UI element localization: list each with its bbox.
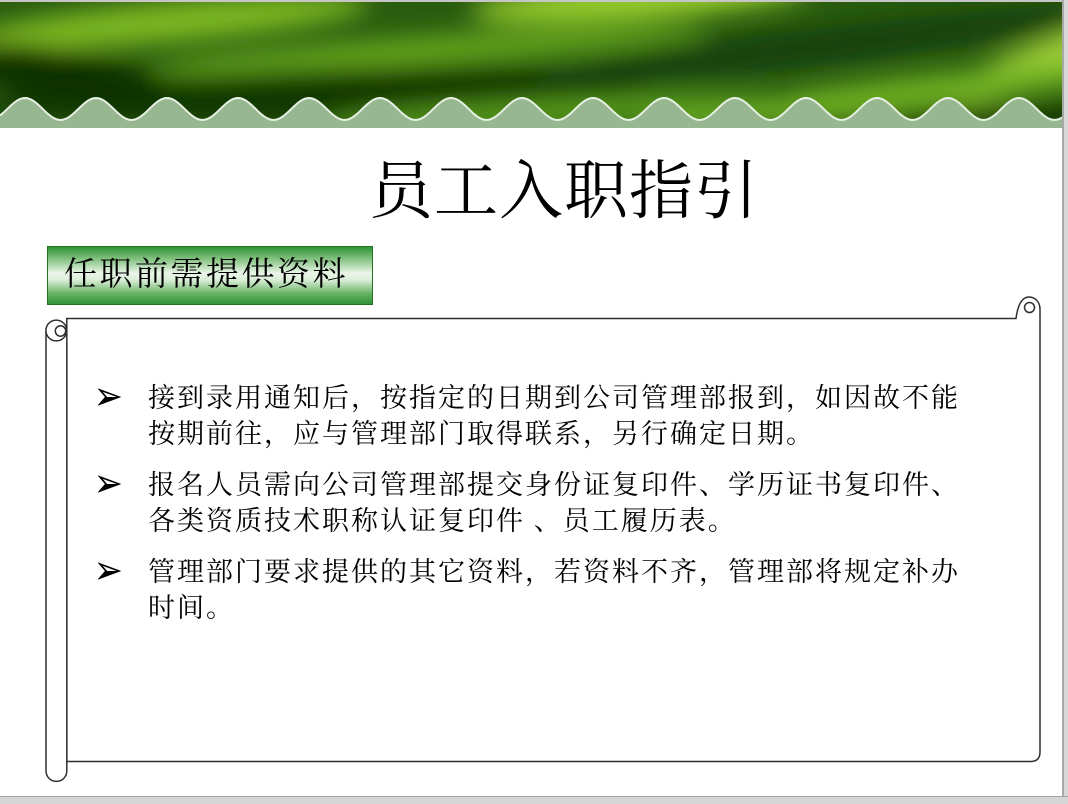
bullet-list: [98, 380, 1008, 641]
scroll-left-roll: [46, 331, 67, 781]
bullet-text: 报名人员需向公司管理部提交身份证复印件、学历证书复印件、 各类资质技术职称认证复印件 、员工履历表。: [148, 470, 960, 536]
section-label[interactable]: 任职前需提供资料: [47, 246, 373, 305]
banner-image: [0, 0, 1068, 128]
list-item: [98, 380, 1008, 452]
scroll-curl-top-right: [1025, 303, 1035, 313]
arrow-bullet-icon: [98, 554, 148, 626]
bullet-text: 接到录用通知后，按指定的日期到公司管理部报到，如因故不能 按期前往，应与管理部门取得联系，另行确定日期。: [148, 383, 960, 449]
arrow-bullet-icon: [98, 380, 148, 452]
list-item: [98, 467, 1008, 539]
scroll-curl-top-left-inner: [55, 326, 65, 336]
slide-edge-bottom: [0, 796, 1068, 804]
slide-title: 员工入职指引: [369, 155, 759, 227]
list-item: [98, 554, 1008, 626]
arrow-bullet-icon: [98, 467, 148, 539]
slide-edge-right: [1062, 0, 1068, 804]
bullet-text: 管理部门要求提供的其它资料，若资料不齐，管理部将规定补办 时间。: [148, 557, 960, 623]
slide-edge-top: [0, 0, 1068, 2]
